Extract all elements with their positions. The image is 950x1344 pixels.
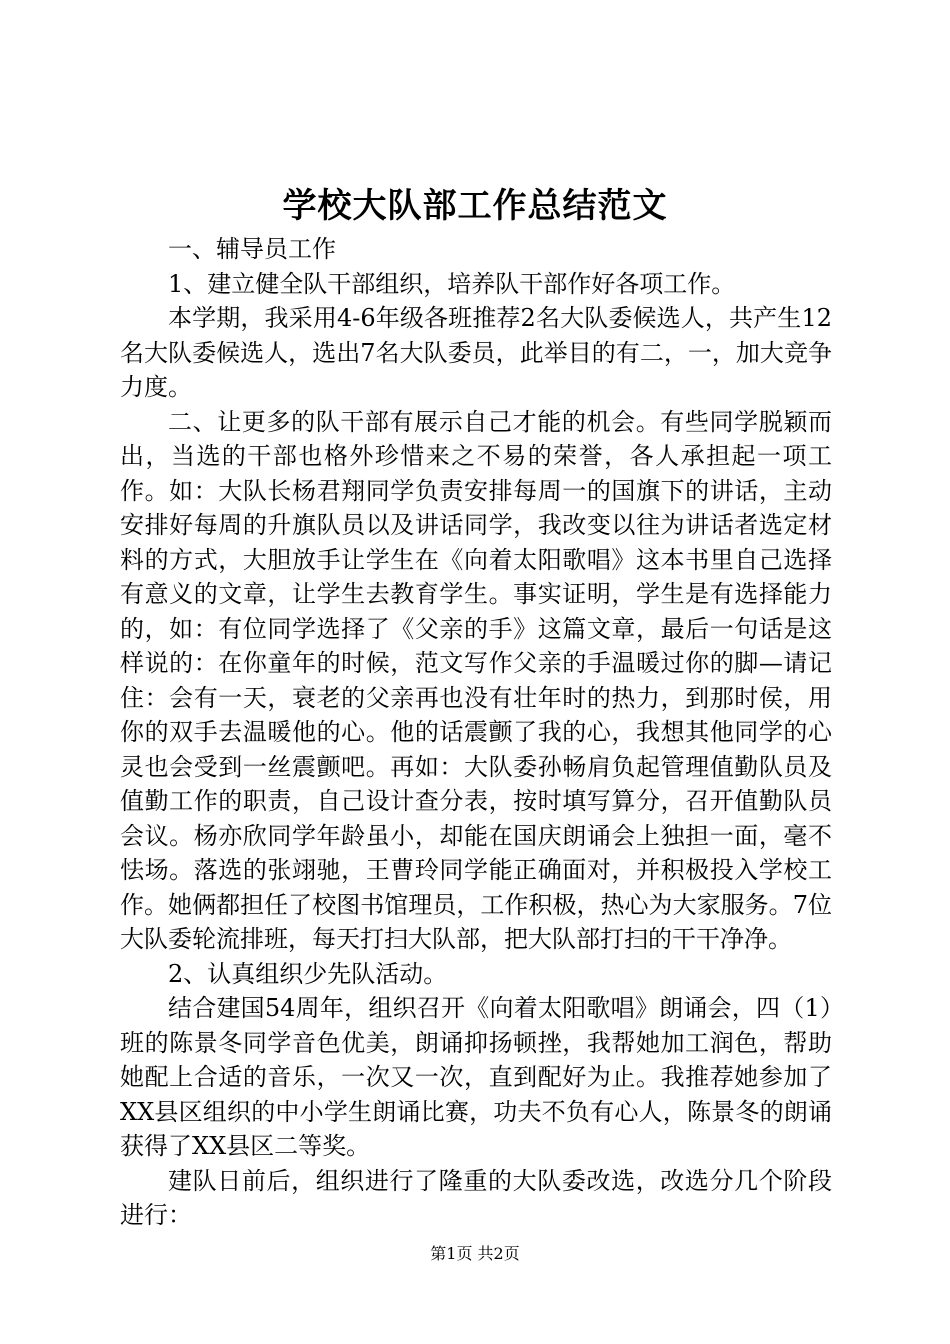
body-paragraph: 结合建国54周年，组织召开《向着太阳歌唱》朗诵会，四（1）班的陈景冬同学音色优美，朗诵抑扬顿挫，我帮她加工润色，帮助她配上合适的音乐，一次又一次，直到配好为止。我推荐她参加了XX县区组织的中小学生朗诵比赛，功夫不负有心人，陈景冬的朗诵获得了XX县区二等奖。 bbox=[120, 994, 832, 1160]
document-body bbox=[120, 232, 832, 1233]
body-paragraph: 建队日前后，组织进行了隆重的大队委改选，改选分几个阶段进行： bbox=[120, 1166, 832, 1229]
body-paragraph: 本学期，我采用4-6年级各班推荐2名大队委候选人，共产生12名大队委候选人，选出7名大队委员，此举目的有二，一，加大竞争力度。 bbox=[120, 304, 832, 401]
body-paragraph: 二、让更多的队干部有展示自己才能的机会。有些同学脱颖而出，当选的干部也格外珍惜来之不易的荣誉，各人承担起一项工作。如：大队长杨君翔同学负责安排每周一的国旗下的讲话，主动安排好每周的升旗队员以及讲话同学，我改变以往为讲话者选定材料的方式，大胆放手让学生在《向着太阳歌唱》这本书里自己选择有意义的文章，让学生去教育学生。事实证明，学生是有选择能力的，如：有位同学选择了《父亲的手》这篇文章，最后一句话是这样说的：在你童年的时候，范文写作父亲的手温暖过你的脚—请记住：会有一天，衰老的父亲再也没有壮年时的热力，到那时侯，用你的双手去温暖他的心。他的话震颤了我的心，我想其他同学的心灵也会受到一丝震颤吧。再如：大队委孙畅肩负起管理值勤队员及值勤工作的职责，自己设计查分表，按时填写算分，召开值勤队员会议。杨亦欣同学年龄虽小，却能在国庆朗诵会上独担一面，毫不怯场。落选的张翊驰，王曹玲同学能正确面对，并积极投入学校工作。她俩都担任了校图书馆理员，工作积极，热心为大家服务。7位大队委轮流排班，每天打扫大队部，把大队部打扫的干干净净。 bbox=[120, 407, 832, 953]
section-heading: 一、辅导员工作 bbox=[168, 235, 336, 263]
subsection-heading: 2、认真组织少先队活动。 bbox=[168, 959, 448, 988]
document-title: 学校大队部工作总结范文 bbox=[282, 186, 668, 226]
subsection-heading: 1、建立健全队干部组织，培养队干部作好各项工作。 bbox=[168, 269, 736, 298]
page-footer: 第1页 共2页 bbox=[430, 1244, 520, 1263]
